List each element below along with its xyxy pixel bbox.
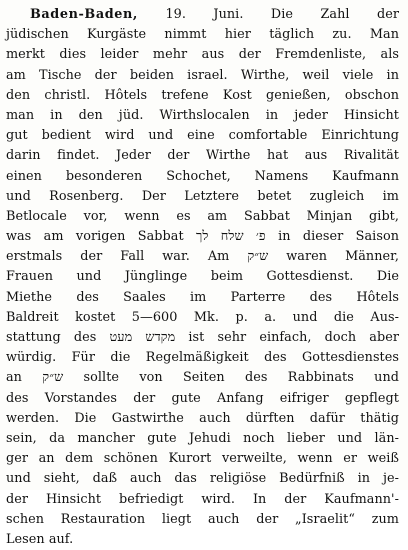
article-line-6: man in den jüd. Wirthslocalen in jeder Hinsicht	[6, 107, 399, 123]
article-line-13: erstmals der Fall war. Am ש״ק waren Männer,	[6, 249, 399, 265]
article-line-16: Baldreit kostet 5—600 Mk. p. a. und die Aus-	[6, 309, 399, 325]
dateline-date: 19. Juni. Die Zahl der	[137, 7, 399, 22]
article-line-18: würdig. Für die Regelmäßigkeit des Gottesdienstes	[6, 350, 399, 366]
article-line-21: werden. Die Gastwirthe auch dürften dafür thätig	[6, 410, 399, 426]
article-line-4: am Tische der beiden israel. Wirthe, weil viele in	[6, 67, 399, 83]
article-line-1	[6, 5, 399, 25]
article-line-14: Frauen und Jünglinge beim Gottesdienst. Die	[6, 269, 399, 285]
article-line-11: Betlocale vor, wenn es am Sabbat Minjan gibt,	[6, 208, 399, 224]
article-line-26: schen Restauration liegt auch der „Israelit“ zum	[6, 511, 399, 527]
article-line-25: der Hinsicht befriedigt wird. In der Kaufmann'-	[6, 491, 399, 507]
article-line-17: stattung des מקדש מעט ist sehr einfach, doch aber	[6, 330, 400, 345]
article-line-23: ger an dem schönen Kurort verweilte, wenn er weiß	[6, 451, 399, 467]
article-line-24: und sieht, daß auch das religiöse Bedürfniß in je-	[6, 471, 399, 487]
dateline-place: Baden-Baden,	[30, 7, 138, 22]
article-line-22: sein, da mancher gute Jehudi noch lieber und län-	[6, 430, 399, 446]
article-line-8: darin findet. Jeder der Wirthe hat aus Rivalität	[6, 148, 399, 164]
article-line-27: Lesen auf.	[6, 531, 74, 547]
article-line-3: merkt dies leider mehr aus der Fremdenliste, als	[6, 47, 399, 63]
article-line-7: gut bedient wird und eine comfortable Einrichtung	[6, 128, 399, 144]
article-line-10: und Rosenberg. Der Letztere betet zugleich im	[6, 188, 399, 204]
article-line-19: an ש״ק sollte von Seiten des Rabbinats und	[6, 370, 399, 386]
article-line-9: einen besonderen Schochet, Namens Kaufmann	[6, 168, 399, 184]
article-line-2: jüdischen Kurgäste nimmt hier täglich zu. Man	[6, 27, 399, 43]
article-line-12: was am vorigen Sabbat פ׳ שלח לך in dieser Saison	[6, 229, 399, 245]
article-text	[6, 5, 399, 550]
article-line-5: den christl. Hôtels trefene Kost genießen, obschon	[6, 87, 399, 103]
article-line-20: des Vorstandes der gute Anfang eifriger gepflegt	[6, 390, 399, 406]
article-line-15: Miethe des Saales im Parterre des Hôtels	[6, 289, 399, 305]
